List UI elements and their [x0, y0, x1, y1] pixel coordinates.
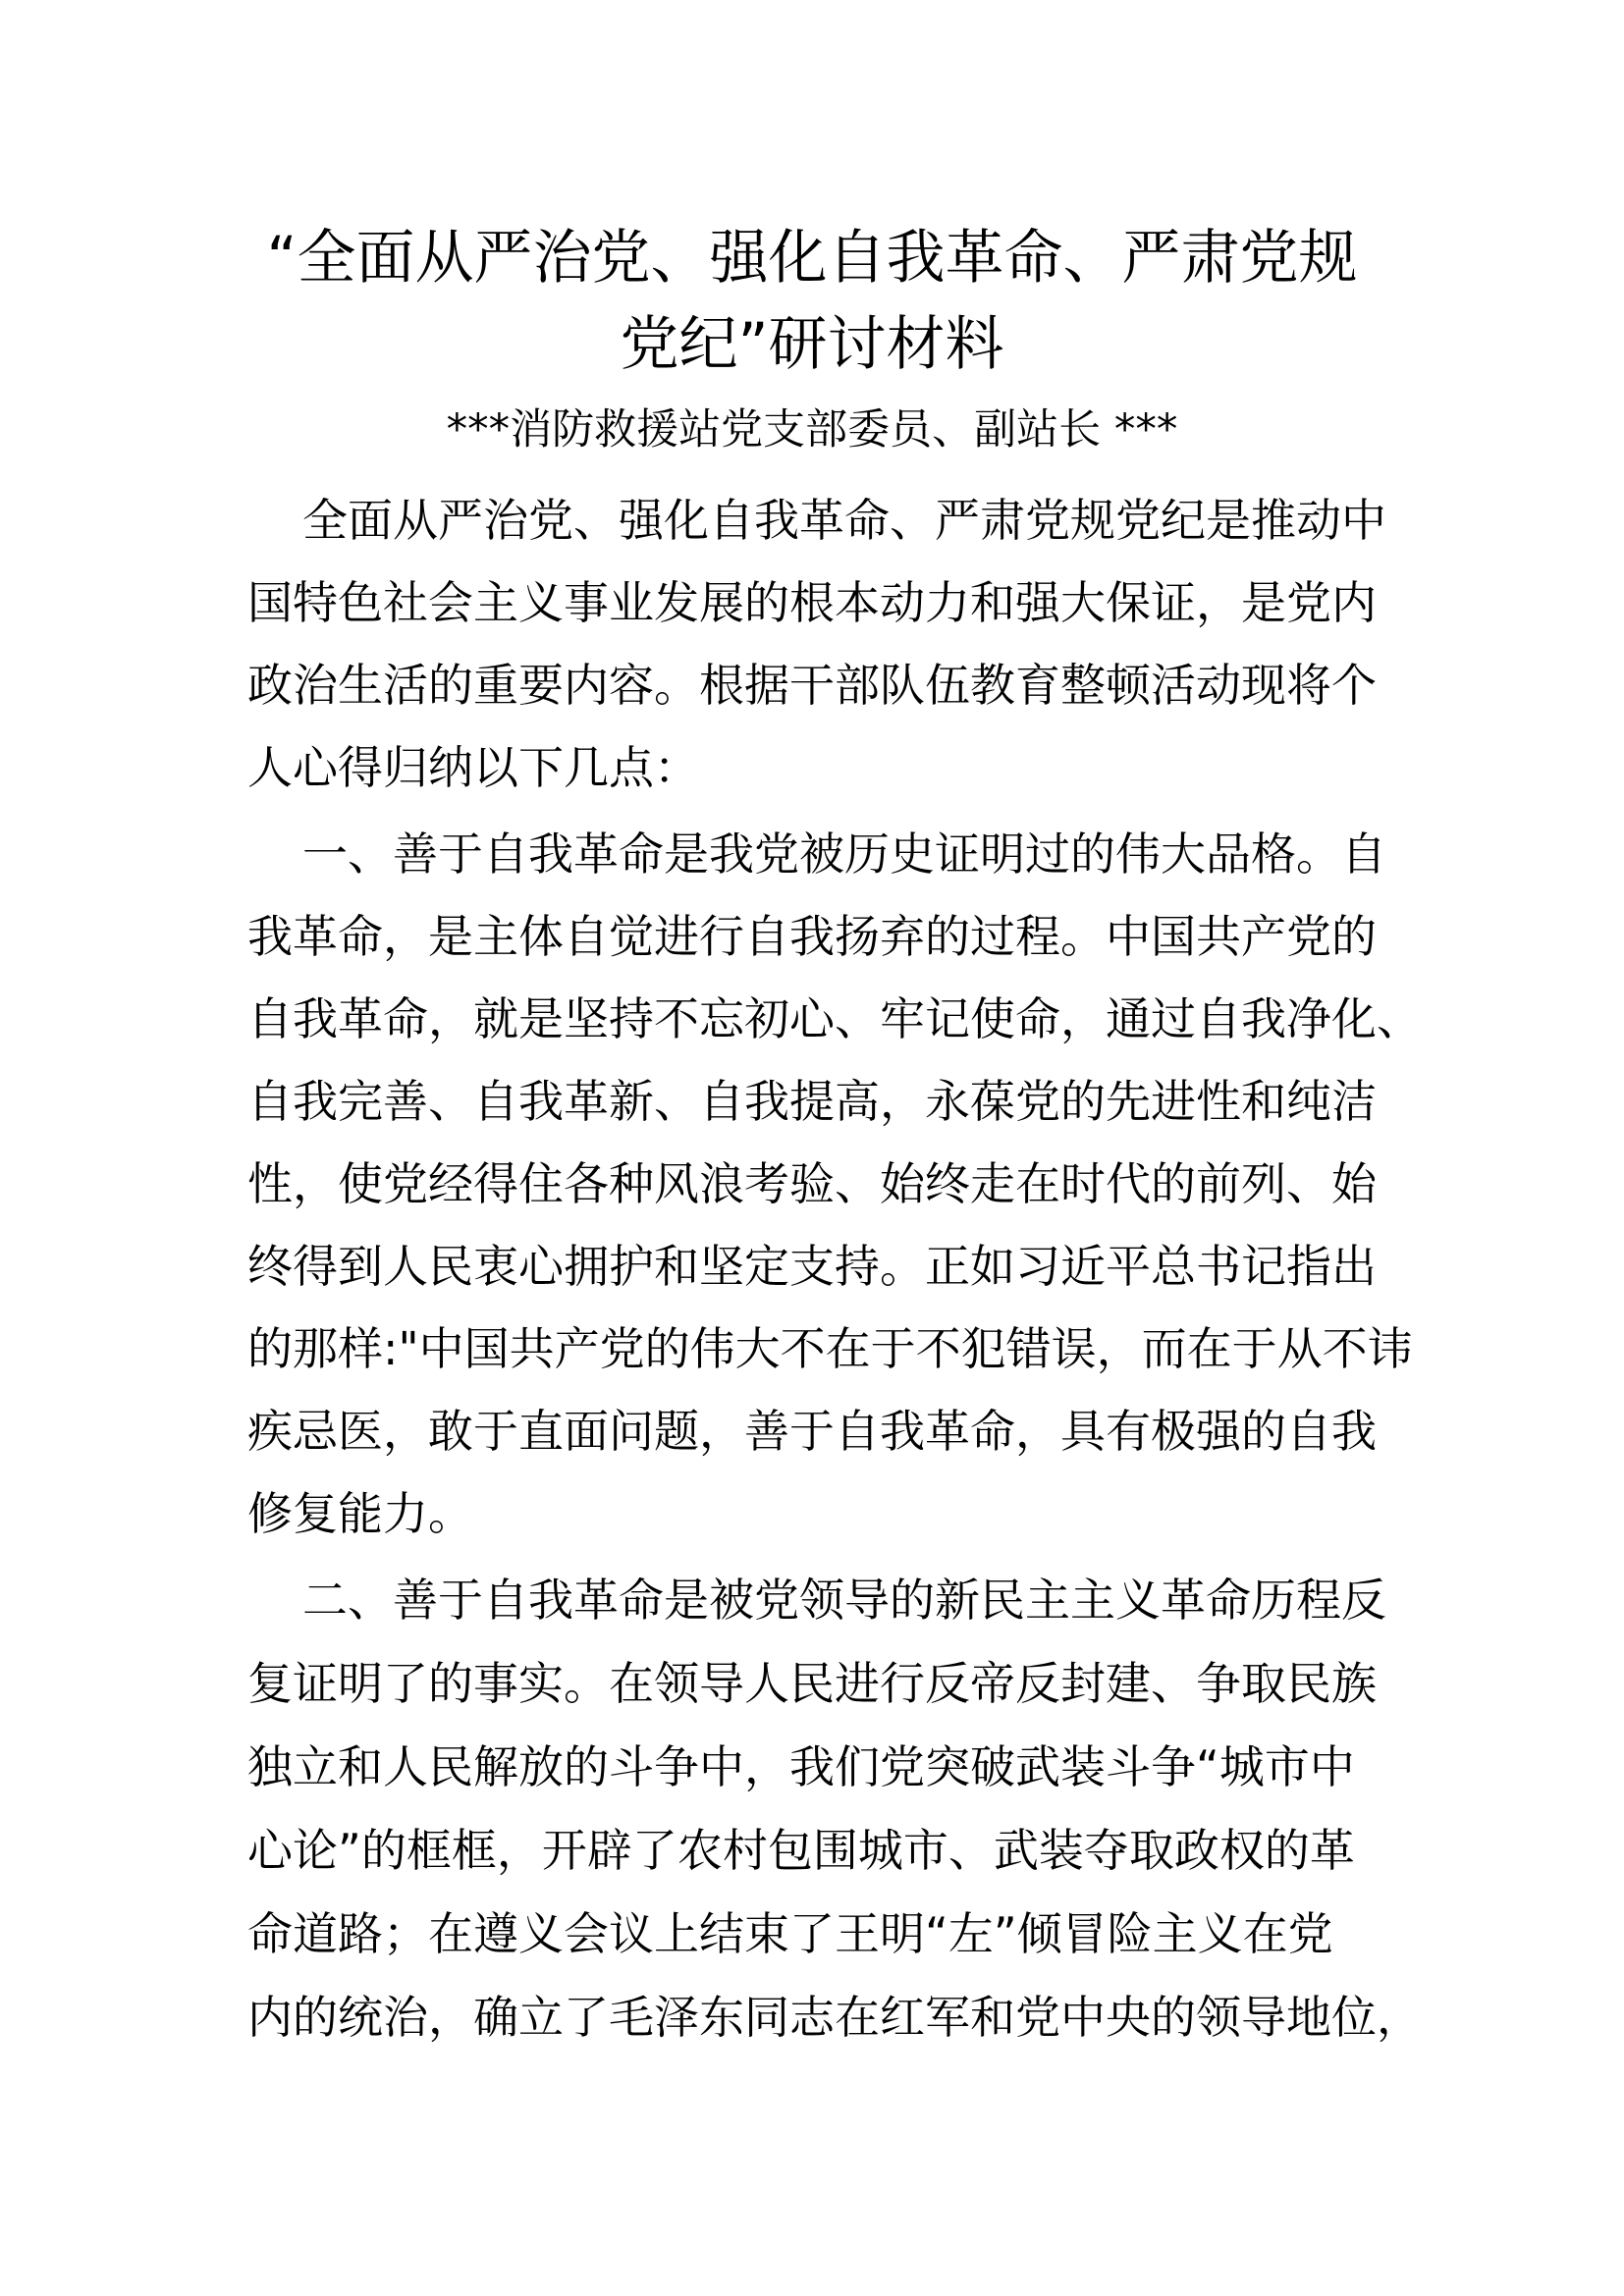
paragraph-line: 全面从严治党、强化自我革命、严肃党规党纪是推动中	[302, 494, 1386, 547]
paragraph-line: 内的统治，确立了毛泽东同志在红军和党中央的领导地位，	[247, 1991, 1422, 2044]
paragraph-line: 政治生活的重要内容。根据干部队伍教育整顿活动现将个	[247, 659, 1377, 712]
paragraph-line: 自我完善、自我革新、自我提高，永葆党的先进性和纯洁	[247, 1075, 1377, 1128]
paragraph-line: 独立和人民解放的斗争中，我们党突破武装斗争“城市中	[247, 1740, 1355, 1793]
document-subtitle: ***消防救援站党支部委员、副站长 ***	[446, 405, 1178, 454]
document-title-line-1: “全面从严治党、强化自我革命、严肃党规	[266, 224, 1358, 293]
paragraph-line: 终得到人民衷心拥护和坚定支持。正如习近平总书记指出	[247, 1240, 1377, 1293]
paragraph-line: 自我革命，就是坚持不忘初心、牢记使命，通过自我净化、	[247, 992, 1422, 1045]
paragraph-line: 命道路；在遵义会议上结束了王明“左”倾冒险主义在党	[247, 1907, 1333, 1960]
paragraph-line: 性，使党经得住各种风浪考验、始终走在时代的前列、始	[247, 1157, 1377, 1210]
paragraph-line: 心论”的框框，开辟了农村包围城市、武装夺取政权的革	[247, 1824, 1355, 1877]
paragraph-line: 二、善于自我革命是被党领导的新民主主义革命历程反	[302, 1574, 1386, 1627]
paragraph-line: 国特色社会主义事业发展的根本动力和强大保证，是党内	[247, 576, 1377, 629]
paragraph-line: 的那样:"中国共产党的伟大不在于不犯错误，而在于从不讳	[247, 1322, 1413, 1375]
document-title-line-2: 党纪”研讨材料	[620, 310, 1004, 379]
paragraph-line: 一、善于自我革命是我党被历史证明过的伟大品格。自	[302, 828, 1386, 881]
paragraph-line: 复证明了的事实。在领导人民进行反帝反封建、争取民族	[247, 1657, 1377, 1710]
paragraph-line: 修复能力。	[247, 1487, 473, 1540]
paragraph-line: 人心得归纳以下几点：	[247, 741, 699, 794]
paragraph-line: 我革命，是主体自觉进行自我扬弃的过程。中国共产党的	[247, 910, 1377, 963]
paragraph-line: 疾忌医，敢于直面问题，善于自我革命，具有极强的自我	[247, 1405, 1377, 1458]
